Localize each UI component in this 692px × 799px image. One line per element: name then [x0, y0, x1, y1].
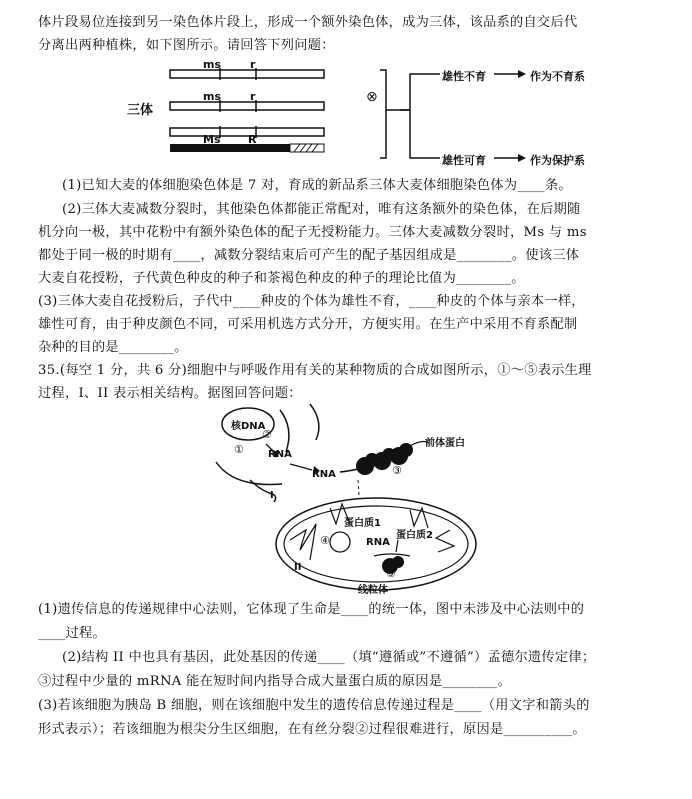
- answer-2-line-1: (2)结构 II 中也具有基因，此处基因的传递____（填“遵循或”不遵循”）孟德尔遗传定律；: [62, 650, 596, 665]
- answer-1-line-2: ____过程。: [38, 626, 107, 641]
- circle-1: ①: [234, 443, 244, 456]
- nuclear-dna-label: 核DNA: [231, 421, 266, 432]
- answer-3-line-1: (3)若该细胞为胰岛 B 细胞，则在该细胞中发生的遗传信息传递过程是____（用文字和箭头的: [38, 698, 590, 713]
- text-line-1: 体片段易位连接到另一染色体片段上，形成一个额外染色体，成为三体，该品系的自交后代: [38, 15, 578, 30]
- chromosome-3: [170, 128, 324, 136]
- gene-Ms: Ms: [203, 133, 221, 146]
- circle-2: ②: [262, 428, 272, 441]
- trisomy-diagram: [110, 58, 590, 170]
- protein-1-label: 蛋白质1: [344, 518, 381, 529]
- precursor-protein-label: 前体蛋白: [425, 438, 465, 449]
- question-1: (1)已知大麦的体细胞染色体是 7 对，育成的新品系三体大麦体细胞染色体为____条。: [62, 178, 572, 193]
- question-2-line-1: (2)三体大麦减数分裂时，其他染色体都能正常配对，唯有这条额外的染色体，在后期随: [62, 202, 581, 217]
- question-3-line-3: 杂种的目的是________。: [38, 340, 188, 355]
- answer-3-line-2: 形式表示）；若该细胞为根尖分生区细胞，在有丝分裂②过程很难进行，原因是__________。: [38, 722, 586, 737]
- question-3-line-1: (3)三体大麦自花授粉后，子代中____种皮的个体为雄性不育，____种皮的个体与亲本一样，: [38, 294, 585, 309]
- translocated-chromosome-black: [170, 144, 290, 152]
- question-2-line-4: 大麦自花授粉，子代黄色种皮的种子和茶褐色种皮的种子的理论比值为________。: [38, 271, 525, 286]
- answer-2-line-2: ③过程中少量的 mRNA 能在短时间内指导合成大量蛋白质的原因是________。: [38, 674, 511, 689]
- question-3-line-2: 雄性可育，由于种皮颜色不同，可采用机选方式分开，方便实用。在生产中采用不育系配制: [38, 317, 578, 332]
- outcome-sterile: 雄性不育: [442, 70, 486, 83]
- outcome-fertile: 雄性可育: [442, 154, 486, 167]
- answer-1-line-1: (1)遗传信息的传递规律中心法则，它体现了生命是____的统一体，图中未涉及中心法则中的: [38, 602, 585, 617]
- question-2-line-2: 机分向一极，其中花粉中有额外染色体的配子无授粉能力。三体大麦减数分裂时，Ms 与 ms: [38, 225, 587, 240]
- question-35-line-2: 过程，I、II 表示相关结构。据图回答问题：: [38, 386, 302, 401]
- text-line-2: 分离出两种植株，如下图所示。请回答下列问题：: [38, 38, 335, 53]
- gene-R: R: [248, 133, 257, 146]
- question-35-line-1: 35.(每空 1 分，共 6 分)细胞中与呼吸作用有关的某种物质的合成如图所示，①～⑤表示生理: [38, 363, 592, 378]
- structure-I-label: I: [270, 490, 274, 501]
- mitochondrion-label: 线粒体: [358, 585, 388, 596]
- structure-II-label: II: [294, 562, 302, 573]
- chromosome-2: [170, 102, 324, 110]
- protein-2-label: 蛋白质2: [396, 530, 433, 541]
- gene-r-2: r: [250, 90, 256, 103]
- rna-label-3: RNA: [366, 537, 390, 548]
- circle-4: ④: [320, 534, 330, 547]
- chromosome-1: [170, 70, 324, 78]
- rna-label-2: RNA: [312, 469, 336, 480]
- gene-ms-2: ms: [203, 90, 222, 103]
- circle-5: ⑤: [386, 567, 396, 580]
- circle-3: ③: [392, 464, 402, 477]
- gene-ms-1: ms: [203, 58, 222, 71]
- trisomy-label: 三体: [127, 103, 154, 118]
- result-sterile-line: 作为不育系: [530, 70, 585, 83]
- rna-label-1: RNA: [268, 449, 292, 460]
- result-maintainer-line: 作为保护系: [530, 154, 585, 167]
- question-2-line-3: 都处于同一极的时期有____，减数分裂结束后可产生的配子基因组成是________。使该三体: [38, 248, 580, 263]
- selfing-symbol: ⊗: [366, 89, 378, 105]
- gene-r-1: r: [250, 58, 256, 71]
